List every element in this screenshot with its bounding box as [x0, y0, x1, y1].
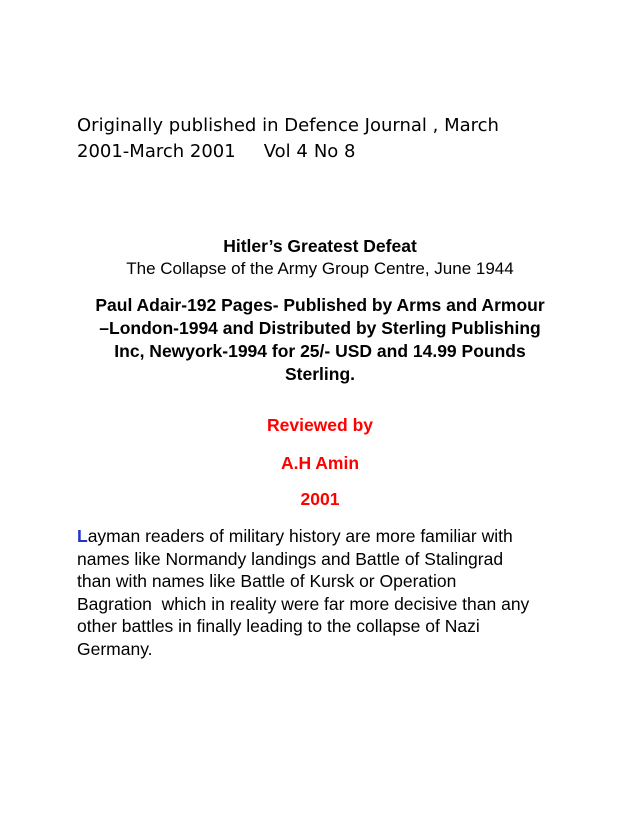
publication-line: Paul Adair-192 Pages- Published by Arms and Armour: [95, 295, 545, 315]
book-title: Hitler’s Greatest Defeat: [223, 236, 417, 256]
body-line: Bagration which in reality were far more decisive than any: [77, 593, 530, 614]
source-line-2: [77, 139, 597, 165]
book-subtitle: The Collapse of the Army Group Centre, June 1944: [126, 259, 514, 278]
source-volume: Vol 4: [263, 141, 308, 162]
source-date: 2001-March 2001: [77, 141, 236, 162]
reviewed-by-label: Reviewed by: [266, 415, 374, 435]
body-line: than with names like Battle of Kursk or Operation: [77, 571, 457, 591]
body-line: [77, 525, 577, 548]
body-first-letter: L: [77, 526, 88, 546]
review-body: [77, 525, 577, 660]
body-line: other battles in finally leading to the collapse of Nazi: [77, 616, 480, 636]
body-line-text: ayman readers of military history are more familiar with: [87, 526, 513, 546]
source-number: No 8: [313, 141, 356, 162]
publication-line: –London-1994 and Distributed by Sterling Publishing: [99, 318, 541, 338]
review-year: 2001: [300, 489, 340, 509]
publication-line: Sterling.: [284, 364, 355, 384]
source-publication: Originally published in Defence Journal , March: [77, 115, 499, 136]
body-line: names like Normandy landings and Battle of Stalingrad: [77, 548, 504, 569]
body-line: Germany.: [77, 638, 153, 659]
publication-line: Inc, Newyork-1994 for 25/- USD and 14.99 Pounds: [114, 341, 526, 361]
source-line-1: [77, 113, 597, 139]
review-author: A.H Amin: [280, 453, 360, 473]
publication-details: [60, 294, 580, 386]
